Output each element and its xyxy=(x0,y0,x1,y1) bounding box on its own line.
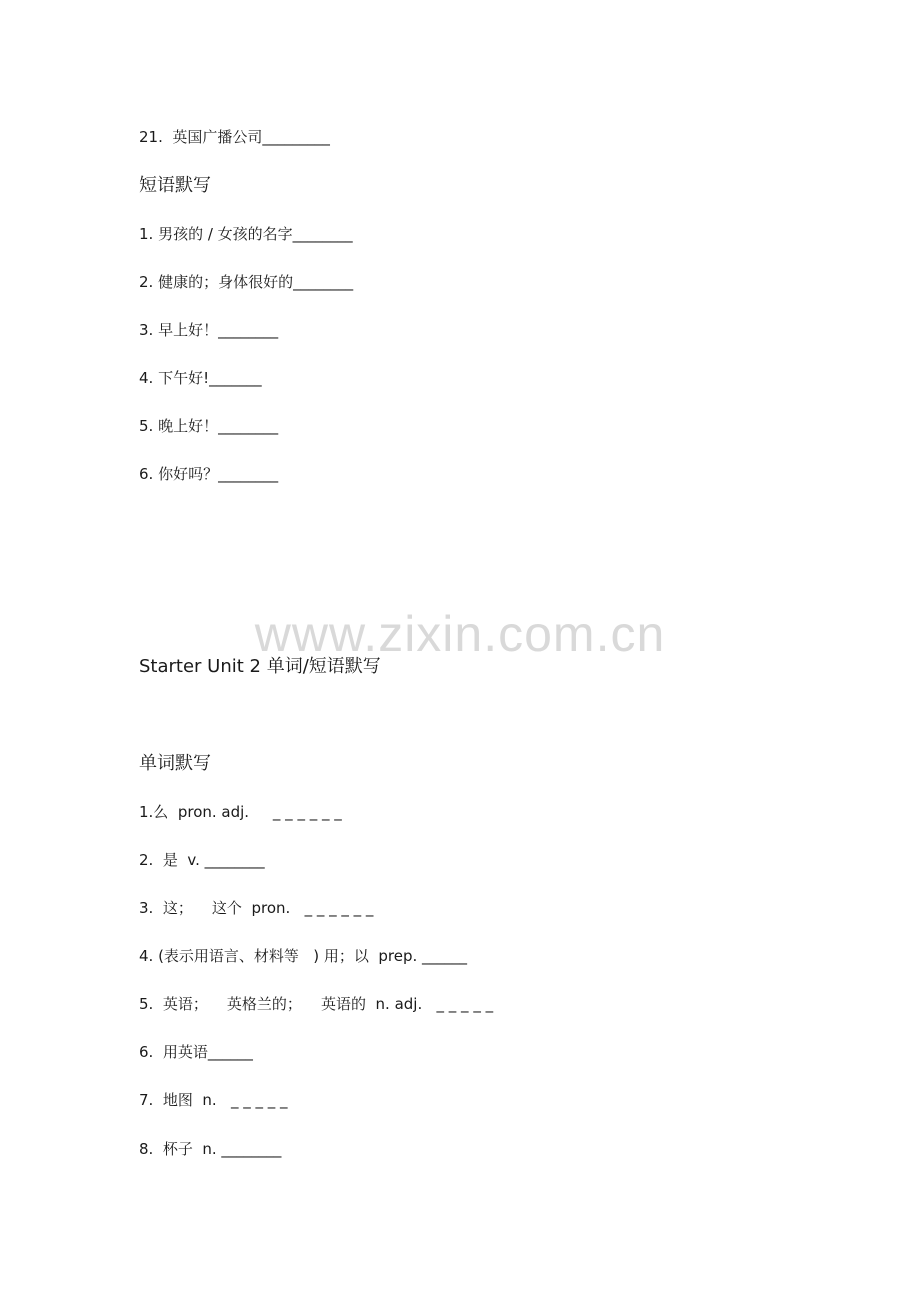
word-item-8: 8. 杯子 n. ________ xyxy=(139,1140,282,1158)
word-item-2: 2. 是 v. ________ xyxy=(139,851,265,869)
phrase-item-2: 2. 健康的；身体很好的________ xyxy=(139,273,354,291)
phrase-item-5: 5. 晚上好！________ xyxy=(139,417,279,435)
word-item-3: 3. 这； 这个 pron. _ _ _ _ _ _ xyxy=(139,899,374,917)
word-item-6: 6. 用英语______ xyxy=(139,1043,253,1061)
watermark: www.zixin.com.cn xyxy=(254,606,666,662)
phrase-item-3: 3. 早上好！________ xyxy=(139,321,279,339)
word-item-1: 1.么 pron. adj. _ _ _ _ _ _ xyxy=(139,803,342,821)
phrases-heading: 短语默写 xyxy=(139,175,211,196)
word-item-7: 7. 地图 n. _ _ _ _ _ xyxy=(139,1091,288,1109)
words-heading: 单词默写 xyxy=(139,753,211,774)
phrase-item-4: 4. 下午好!_______ xyxy=(139,369,262,387)
unit-title: Starter Unit 2 单词/短语默写 xyxy=(139,656,381,677)
word-item-4: 4. (表示用语言、材料等 ) 用；以 prep. ______ xyxy=(139,947,468,965)
phrase-item-1: 1. 男孩的 / 女孩的名字________ xyxy=(139,225,353,243)
item-21: 21. 英国广播公司_________ xyxy=(139,128,330,146)
phrase-item-6: 6. 你好吗？________ xyxy=(139,465,279,483)
word-item-5: 5. 英语； 英格兰的； 英语的 n. adj. _ _ _ _ _ xyxy=(139,995,494,1013)
